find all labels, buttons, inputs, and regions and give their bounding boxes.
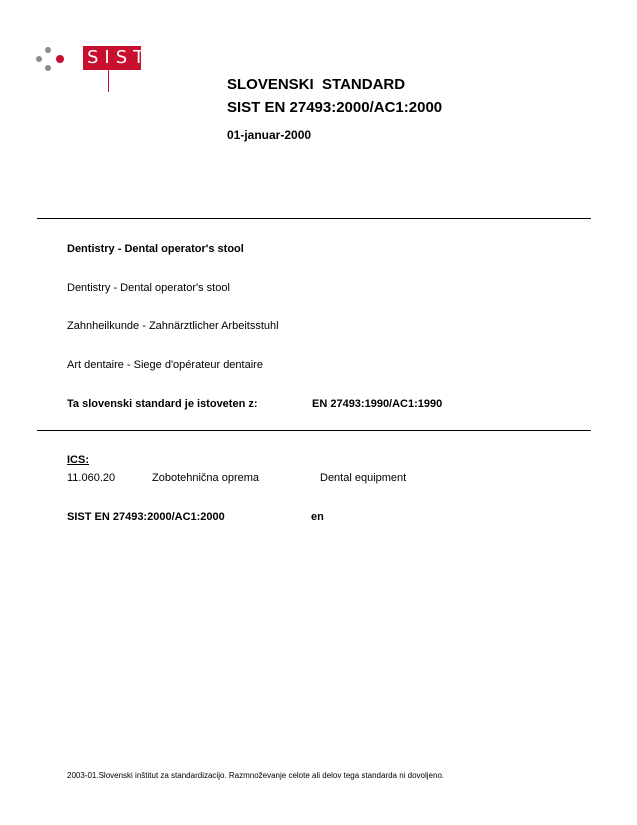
title-english: Dentistry - Dental operator's stool <box>67 282 230 294</box>
logo-dot-gray-left <box>36 56 42 62</box>
logo-text: SIST <box>87 47 151 68</box>
ics-heading: ICS: <box>67 454 89 466</box>
designation-code: SIST EN 27493:2000/AC1:2000 <box>67 511 225 523</box>
ics-name-english: Dental equipment <box>320 472 407 484</box>
logo-dot-red <box>56 55 64 63</box>
title-german: Zahnheilkunde - Zahnärztlicher Arbeitsstuhl <box>67 320 279 332</box>
logo-dot-gray-bottom <box>45 65 51 71</box>
logo-dot-gray-top <box>45 47 51 53</box>
logo-vertical-line <box>108 70 109 92</box>
designation-language: en <box>311 511 324 523</box>
identity-label: Ta slovenski standard je istoveten z: <box>67 398 258 410</box>
divider-top <box>37 218 591 219</box>
standard-heading: SLOVENSKI STANDARD <box>227 76 406 93</box>
footer-copyright: 2003-01.Slovenski inštitut za standardizacijo. Razmnoževanje celote ali delov tega standarda ni dovoljeno. <box>67 771 445 780</box>
identity-value: EN 27493:1990/AC1:1990 <box>312 398 443 410</box>
title-french: Art dentaire - Siege d'opérateur dentaire <box>67 359 263 371</box>
standard-date: 01-januar-2000 <box>227 128 312 142</box>
divider-bottom <box>37 430 591 431</box>
ics-code: 11.060.20 <box>67 472 116 484</box>
title-main: Dentistry - Dental operator's stool <box>67 243 244 255</box>
standard-code: SIST EN 27493:2000/AC1:2000 <box>227 99 443 116</box>
sist-logo <box>36 46 166 96</box>
ics-name-slovenian: Zobotehnična oprema <box>152 472 260 484</box>
